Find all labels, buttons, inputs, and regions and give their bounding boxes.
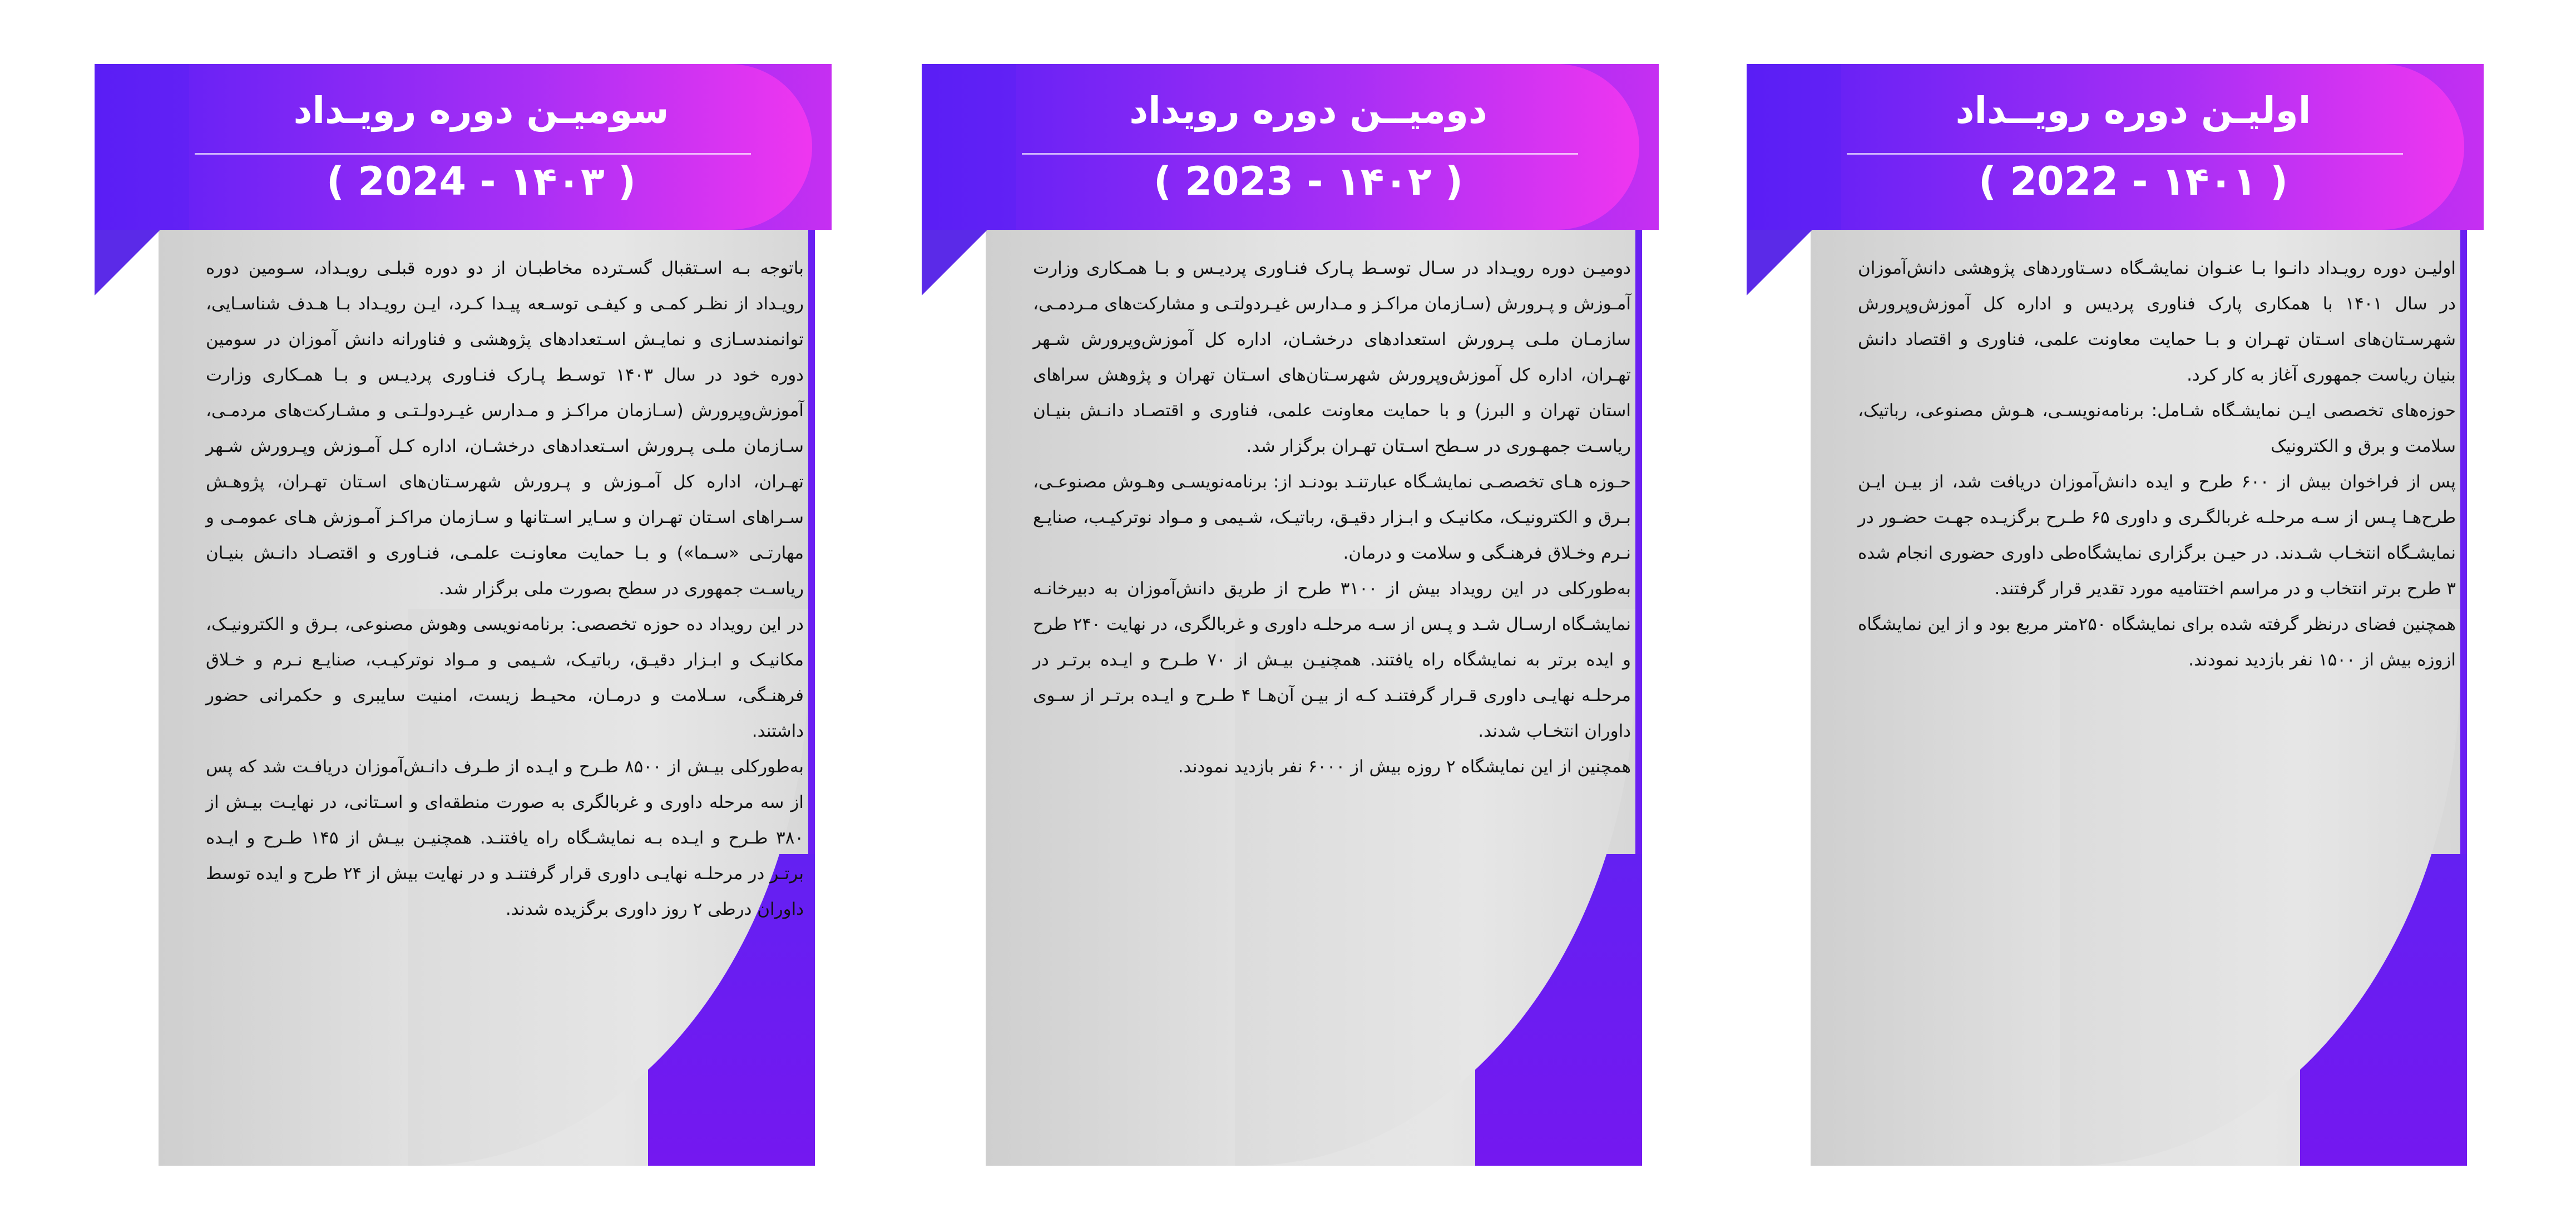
title-divider: [195, 153, 751, 155]
card-text: [1858, 250, 2456, 678]
paragraph: حوزه‌های تخصصی ایـن نمایشـگاه شـامل: برنامه‌نویسـی، هـوش مصنوعی، رباتیک، سلامت و برق و الکترونیک: [1858, 401, 2456, 456]
paragraph: همچنین از این نمایشگاه ۲ روزه بیش از ۶۰۰۰ نفر بازدید نمودند.: [1178, 757, 1631, 777]
event-card-third: [95, 64, 832, 1166]
card-title: سومیـن دوره رویـداد: [293, 89, 669, 132]
card-title: دومیــن دوره رویداد: [1129, 89, 1487, 132]
card-subtitle: ( 2024 - ۱۴۰۳ ): [326, 159, 636, 204]
paragraph: حـوزه هـای تخصصـی نمایشـگاه عبارتنـد بودنـد از: برنامه‌نویسـی وهـوش مصنوعـی، بـرق و الکترونیـک، مکانیـک و ابـزار دقیـق، رباتیـک، شـیمی و مـواد نوترکیـب، صنایـع نـرم وخـلاق فرهنـگی و سلامت و درمان.: [1033, 472, 1631, 563]
paragraph: به‌طورکلی بیـش از ۸۵۰۰ طـرح و ایـده از طـرف دانـش‌آموزان دریافـت شد که پس از سه مرحله داوری و غربالگری به صورت منطقه‌ای و اسـتانی، در نهایـت بیـش از ۳۸۰ طـرح و ایـده بـه نمایشـگاه راه یافتنـد. همچنیـن بیـش از ۱۴۵ طـرح و ایـده برتـر در مرحلـه نهایـی داوری قرار گرفتنـد و در نهایت بیش از ۲۴ طرح و ایده توسط داوران درطی ۲ روز داوری برگزیده شدند.: [206, 757, 804, 919]
paragraph: در این رویداد ده حوزه تخصصی: برنامه‌نویسی وهوش مصنوعی، بـرق و الکترونیـک، مکانیـک و ابـزار دقیـق، رباتیـک، شـیمی و مـواد نوترکیـب، صنایـع نـرم و خـلاق فرهنـگی، سـلامت و درمـان، محیـط زیست، امنیت سایبری و حکمرانی حضور داشتند.: [206, 614, 804, 741]
paragraph: همچنین فضای درنظر گرفته شده برای نمایشگاه ۲۵۰متر مربع بود و از این نمایشگاه ازوزه بیش از ۱۵۰۰ نفر بازدید نمودند.: [1858, 614, 2456, 670]
card-text: [1033, 250, 1631, 785]
title-divider: [1022, 153, 1578, 155]
paragraph: پس از فراخوان بیش از ۶۰۰ طرح و ایده دانش‌آموزان دریافت شد، از بیـن ایـن طرح‌هـا پـس از سـه مرحلـه غربالگـری و داوری ۶۵ طـرح برگزیـده جهـت حضـور در نمایشـگاه انتخـاب شـدند. در حیـن برگزاری نمایشگاه‌طی داوری حضوری انجام شده ۳ طرح برتر انتخاب و در مراسم اختتامیه مورد تقدیر قرار گرفتند.: [1858, 472, 2456, 599]
paragraph: به‌طورکلی در این رویداد بیش از ۳۱۰۰ طرح از طریق دانش‌آموزان به دبیرخانـه نمایشـگاه ارسـال شـد و پـس از سـه مرحلـه داوری و غربالگری، در نهایت ۲۴۰ طرح و ایده برتر به نمایشگاه راه یافتند. همچنیـن بیـش از ۷۰ طـرح و ایـده برتـر در مرحلـه نهایـی داوری قـرار گرفتنـد کـه از بیـن آن‌هـا ۴ طـرح و ایـده برتـر از سـوی داوران انتخـاب شدند.: [1033, 579, 1631, 741]
card-text: [206, 250, 804, 927]
paragraph: اولیـن دوره رویـداد دانـوا بـا عنـوان نمایشـگاه دسـتاوردهای پژوهشی دانش‌آموزان در سال ۱۴۰۱ با همکاری پارک فناوری پردیس و اداره کل آموزش‌وپرورش شهرسـتان‌های اسـتان تهـران و بـا حمایت معاونت علمی، فناوری و اقتصاد دانش بنیان ریاست جمهوری آغاز به کار کرد.: [1858, 258, 2456, 385]
title-divider: [1847, 153, 2403, 155]
ribbon-fold: [95, 230, 160, 295]
ribbon-fold: [1747, 230, 1812, 295]
event-card-first: [1747, 64, 2484, 1166]
card-title: اولیـن دوره رویــداد: [1955, 89, 2311, 132]
card-subtitle: ( 2023 - ۱۴۰۲ ): [1153, 159, 1463, 204]
card-subtitle: ( 2022 - ۱۴۰۱ ): [1978, 159, 2288, 204]
paragraph: باتوجه بـه اسـتقبال گسـترده مخاطبـان از دو دوره قبلـی رویـداد، سـومین دوره رویـداد از نظـر کمـی و کیفـی توسـعه پیـدا کـرد، ایـن رویـداد بـا هـدف شناسـایی، توانمندسـازی و نمایـش اسـتعدادهای پژوهشی و فناورانه دانش آموزان در سومین دوره خود در سال ۱۴۰۳ توسـط پـارک فنـاوری پردیـس و بـا همـکاری وزارت آموزش‌وپرورش (سـازمان مراکـز و مـدارس غیـردولـتـی و مشـارکت‌های مردمـی، سـازمان ملـی پـرورش اسـتعدادهای درخشـان، اداره کـل آمـوزش وپـرورش شـهر تهـران، اداره کل آمـوزش و پـرورش شهرسـتان‌های اسـتان تهـران، پژوهـش سـراهای اسـتان تهـران و سـایر اسـتانها و سـازمان مراکـز آمـوزش هـای عمومـی و مهارتـی «سـما») و بـا حمایت معاونـت علمـی، فنـاوری و اقتصـاد دانـش بنیـان ریاسـت جمهوری در سطح بصورت ملی برگزار شد.: [206, 258, 804, 599]
paragraph: دومیـن دوره رویـداد در سـال توسـط پـارک فنـاوری پردیـس و بـا همـکاری وزارت آمـوزش و پـرورش (سـازمان مراکـز و مـدارس غیـردولتـی و مشارکت‌های مـردمـی، سازمـان ملـی پـرورش استعدادهای درخشـان، اداره کل آموزش‌وپرورش شـهر تهـران، اداره کل آموزش‌وپرورش شهرسـتان‌های اسـتان تهران و پژوهش سراهای استان تهران و البرز) و با حمایت معاونت علمی، فناوری و اقتصـاد دانـش بنیـان ریاسـت جمهـوری در سـطح اسـتان تهـران برگزار شد.: [1033, 258, 1631, 456]
event-card-second: [922, 64, 1659, 1166]
ribbon-fold: [922, 230, 987, 295]
